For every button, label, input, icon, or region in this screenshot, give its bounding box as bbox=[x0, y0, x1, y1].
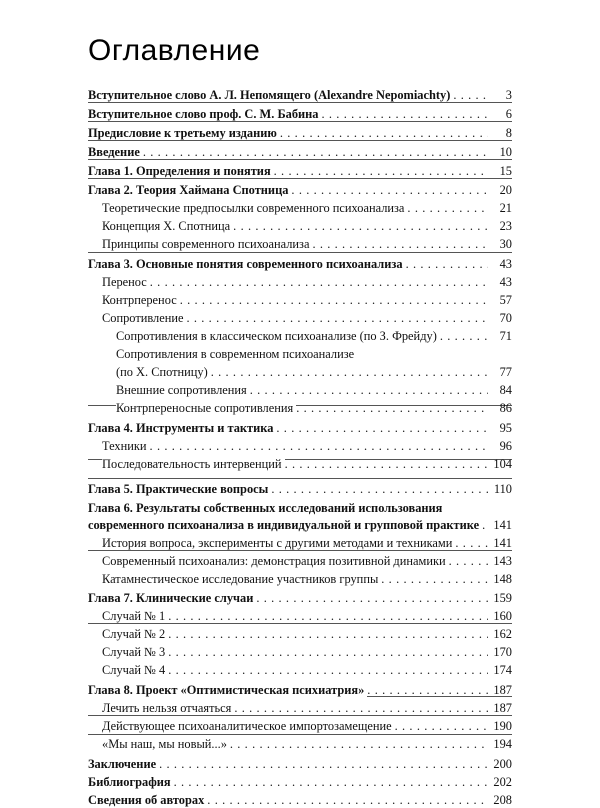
page-number: 20 bbox=[499, 183, 512, 197]
toc-entry[interactable]: Техники . . . 96 bbox=[102, 438, 512, 454]
toc-entry[interactable]: Библиография . . . 202 bbox=[88, 774, 512, 790]
page-number: 30 bbox=[499, 237, 512, 251]
page-number: 208 bbox=[493, 793, 512, 807]
toc-entry[interactable]: Глава 4. Инструменты и тактика . . . 95 bbox=[88, 420, 512, 436]
toc-entry[interactable]: Случай № 4 . . . 174 bbox=[102, 662, 512, 678]
page-number: 8 bbox=[505, 126, 512, 140]
page-number: 200 bbox=[493, 757, 512, 771]
toc-entry[interactable]: Глава 7. Клинические случаи . . . 159 bbox=[88, 590, 512, 606]
page-number: 143 bbox=[493, 554, 512, 568]
page-number: 6 bbox=[505, 107, 512, 121]
toc-entry[interactable]: Контрперенос . . . 57 bbox=[102, 292, 512, 308]
toc-entry[interactable]: Случай № 2 . . . 162 bbox=[102, 626, 512, 642]
toc-entry[interactable]: Внешние сопротивления . . . 84 bbox=[116, 382, 512, 398]
page-title: Оглавление bbox=[88, 34, 261, 67]
page-number: 190 bbox=[493, 719, 512, 733]
page-number: 96 bbox=[499, 439, 512, 453]
page-number: 170 bbox=[493, 645, 512, 659]
page-number: 141 bbox=[493, 536, 512, 550]
toc-entry[interactable]: Предисловие к третьему изданию . . . 8 bbox=[88, 125, 512, 141]
toc-entry[interactable]: (по Х. Спотницу) . . . 77 bbox=[116, 364, 512, 380]
toc-entry[interactable]: Глава 5. Практические вопросы . . . 110 bbox=[88, 481, 512, 497]
toc-entry[interactable]: История вопроса, эксперименты с другими методами и техниками . . . 141 bbox=[102, 535, 512, 551]
toc-entry[interactable]: Перенос . . . 43 bbox=[102, 274, 512, 290]
page-number: 187 bbox=[493, 701, 512, 715]
page-number: 15 bbox=[499, 164, 512, 178]
page-number: 110 bbox=[493, 482, 512, 496]
page-number: 23 bbox=[499, 219, 512, 233]
page-number: 104 bbox=[493, 457, 512, 471]
divider bbox=[88, 734, 512, 735]
page-number: 21 bbox=[499, 201, 512, 215]
page-number: 160 bbox=[493, 609, 512, 623]
page-number: 95 bbox=[499, 421, 512, 435]
page-number: 3 bbox=[505, 88, 512, 102]
toc-entry[interactable]: Сопротивления в современном психоанализе bbox=[116, 347, 355, 361]
toc-entry[interactable]: Вступительное слово проф. С. М. Бабина . . . 6 bbox=[88, 106, 512, 122]
page-number: 148 bbox=[493, 572, 512, 586]
page-number: 77 bbox=[499, 365, 512, 379]
page-number: 187 bbox=[493, 683, 512, 697]
toc-entry[interactable]: Принципы современного психоанализа . . . 30 bbox=[102, 236, 512, 252]
page-number: 10 bbox=[499, 145, 512, 159]
toc-entry[interactable]: Теоретические предпосылки современного психоанализа . . . 21 bbox=[102, 200, 512, 216]
page-number: 194 bbox=[493, 737, 512, 751]
toc-entry[interactable]: Контрпереносные сопротивления . . . 86 bbox=[116, 400, 512, 416]
toc-entry[interactable]: Последовательность интервенций . . . 104 bbox=[102, 456, 512, 472]
toc-entry[interactable]: Лечить нельзя отчаяться . . . 187 bbox=[102, 700, 512, 716]
toc-entry[interactable]: Действующее психоаналитическое импортозамещение . . . 190 bbox=[102, 718, 512, 734]
page-number: 71 bbox=[499, 329, 512, 343]
page-number: 43 bbox=[499, 257, 512, 271]
toc-entry[interactable]: Случай № 1 . . . 160 bbox=[102, 608, 512, 624]
toc-entry[interactable]: Современный психоанализ: демонстрация позитивной динамики . . . 143 bbox=[102, 553, 512, 569]
toc-entry[interactable]: Случай № 3 . . . 170 bbox=[102, 644, 512, 660]
page-number: 174 bbox=[493, 663, 512, 677]
toc-entry[interactable]: Вступительное слово А. Л. Непомящего (Alexandre Nepomiachty) . . . 3 bbox=[88, 87, 512, 103]
page-number: 141 bbox=[493, 518, 512, 532]
toc-entry[interactable]: Глава 6. Результаты собственных исследований использования bbox=[88, 501, 443, 515]
toc-entry[interactable]: Сведения об авторах . . . 208 bbox=[88, 792, 512, 808]
toc-entry[interactable]: Катамнестическое исследование участников группы . . . 148 bbox=[102, 571, 512, 587]
toc-entry[interactable]: современного психоанализа в индивидуальной и групповой практике . . . 141 bbox=[88, 517, 512, 533]
page-number: 202 bbox=[493, 775, 512, 789]
toc-entry[interactable]: Заключение . . . 200 bbox=[88, 756, 512, 772]
page-number: 159 bbox=[493, 591, 512, 605]
page-number: 43 bbox=[499, 275, 512, 289]
page-number: 57 bbox=[499, 293, 512, 307]
toc-entry[interactable]: Сопротивление . . . 70 bbox=[102, 310, 512, 326]
toc-entry[interactable]: Концепция Х. Спотница . . . 23 bbox=[102, 218, 512, 234]
page-number: 86 bbox=[499, 401, 512, 415]
toc-entry[interactable]: Глава 2. Теория Хаймана Спотница . . . 20 bbox=[88, 182, 512, 198]
toc-entry[interactable]: Глава 1. Определения и понятия . . . 15 bbox=[88, 163, 512, 179]
divider bbox=[88, 252, 512, 253]
toc-entry[interactable]: Сопротивления в классическом психоанализе (по З. Фрейду) . . . 71 bbox=[116, 328, 512, 344]
toc-entry[interactable]: Глава 8. Проект «Оптимистическая психиатрия» . . . 187 bbox=[88, 682, 512, 698]
toc-entry[interactable]: Глава 3. Основные понятия современного психоанализа . . . 43 bbox=[88, 256, 512, 272]
toc-entry[interactable]: Введение . . . 10 bbox=[88, 144, 512, 160]
page-number: 162 bbox=[493, 627, 512, 641]
page-number: 84 bbox=[499, 383, 512, 397]
toc-entry[interactable]: «Мы наш, мы новый...» . . . 194 bbox=[102, 736, 512, 752]
page-number: 70 bbox=[499, 311, 512, 325]
divider bbox=[88, 478, 512, 479]
